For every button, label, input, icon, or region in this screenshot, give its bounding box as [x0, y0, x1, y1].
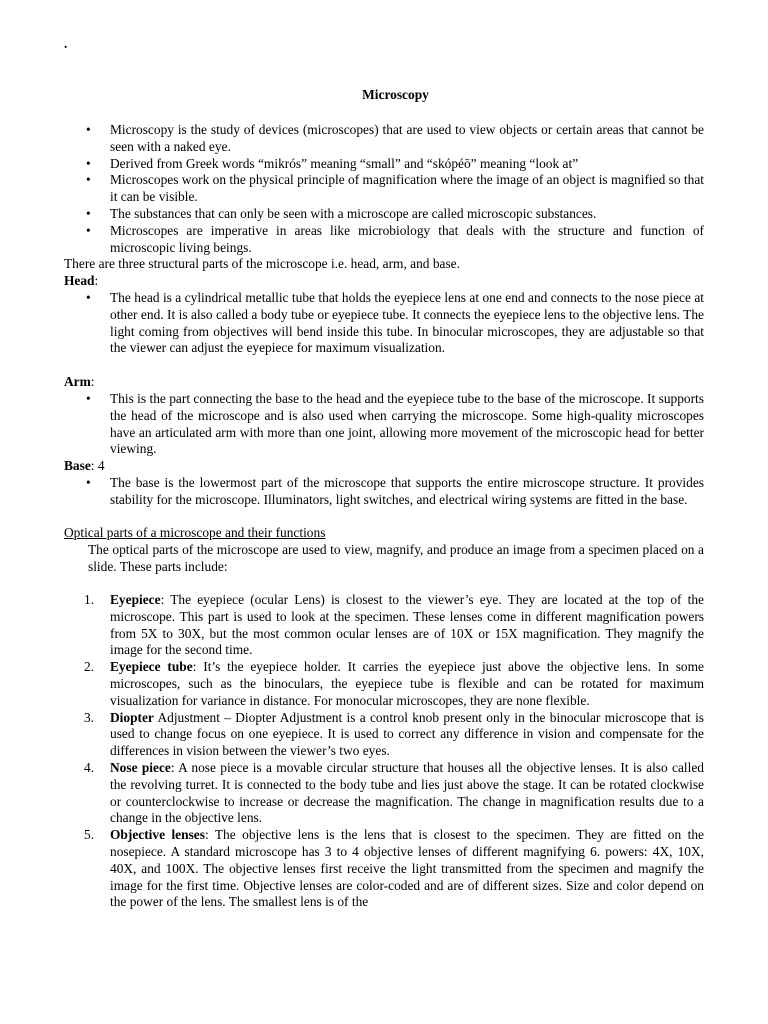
- list-item: 2. Eyepiece tube: It’s the eyepiece holder. It carries the eyepiece just above the objective lens. In some microscopes, such as the binoculars, the eyepiece tube is flexible and can be rotated for maximum visualization for variance in distance. For monocular microscopes, they are none flexible.: [84, 659, 704, 708]
- list-item: 5. Objective lenses: The objective lens is the lens that is closest to the specimen. They are fitted on the nosepiece. A standard microscope has 3 to 4 objective lenses of different magnifying 6. powers: 4X, 10X, 40X, and 100X. The objective lenses first receive the light transmitted from the specimen and magnify the image for the first time. Objective lenses are color-coded and are of different sizes. Size and color depend on the power of the lens. The smallest lens is of the: [84, 827, 704, 910]
- bullet-icon: •: [86, 222, 91, 238]
- optical-heading: Optical parts of a microscope and their functions: [64, 525, 326, 540]
- head-heading: Head:: [64, 273, 99, 288]
- list-item: 4. Nose piece: A nose piece is a movable circular structure that houses all the objective lenses. It is also called the revolving turret. It is connected to the body tube and lies just above the stage. It can be rotated clockwise or counterclockwise to increase or decrease the magnification. The change in magnification results due to a change in the objective lens.: [84, 759, 704, 826]
- bullet-icon: •: [86, 205, 91, 221]
- intro-bullet-list: [64, 122, 704, 256]
- page-marker: .: [64, 36, 68, 51]
- bullet-icon: •: [86, 172, 91, 188]
- list-item: 1. Eyepiece: The eyepiece (ocular Lens) is closest to the viewer’s eye. They are located at the top of the microscope. This part is used to look at the specimen. These lenses come in different magnification powers from 5X to 30X, but the most common ocular lenses are of 10X or 15X magnification. They magnify the image for the second time.: [84, 592, 704, 658]
- list-item: 3. Diopter Adjustment – Diopter Adjustment is a control knob present only in the binocular microscope that is used to change focus on one eyepiece. It is used to correct any difference in vision and compensate for the differences in vision between the viewer’s two eyes.: [84, 709, 704, 759]
- bullet-icon: •: [86, 122, 91, 137]
- optical-parts-list: [64, 592, 704, 911]
- bullet-icon: •: [86, 475, 91, 490]
- structural-intro: There are three structural parts of the microscope i.e. head, arm, and base.: [64, 256, 460, 271]
- head-bullet-list: [64, 290, 704, 357]
- arm-heading: Arm:: [64, 374, 95, 389]
- list-item: • Microscopes are imperative in areas like microbiology that deals with the structure and function of microscopic living beings.: [86, 222, 704, 255]
- bullet-icon: •: [86, 290, 91, 305]
- optical-intro: The optical parts of the microscope are used to view, magnify, and produce an image from a specimen placed on a slide. These parts include:: [88, 542, 704, 574]
- list-item: • Microscopes work on the physical principle of magnification where the image of an object is magnified so that it can be visible.: [86, 172, 704, 205]
- base-bullet-list: [64, 475, 704, 509]
- list-item: • The substances that can only be seen with a microscope are called microscopic substances.: [86, 205, 597, 221]
- list-item: • Derived from Greek words “mikrós” meaning “small” and “skópéō” meaning “look at”: [86, 155, 579, 171]
- list-item: • The base is the lowermost part of the microscope that supports the entire microscope structure. It provides stability for the microscope. Illuminators, light switches, and electrical wiring systems are fitted in the base.: [86, 475, 704, 507]
- document-title: Microscopy: [362, 87, 429, 102]
- arm-bullet-list: [64, 391, 704, 458]
- base-heading: Base: 4: [64, 458, 105, 473]
- bullet-icon: •: [86, 155, 91, 171]
- list-item: • Microscopy is the study of devices (microscopes) that are used to view objects or certain areas that cannot be seen with a naked eye.: [86, 122, 704, 154]
- list-item: • This is the part connecting the base to the head and the eyepiece tube to the base of the microscope. It supports the head of the microscope and is also used when carrying the microscope. Some high-quality microscopes have an articulated arm with more than one joint, allowing more movement of the microscopic head for better viewing.: [86, 391, 704, 457]
- bullet-icon: •: [86, 391, 91, 406]
- list-item: • The head is a cylindrical metallic tube that holds the eyepiece lens at one end and connects to the nose piece at other end. It is also called a body tube or eyepiece tube. It connects the eyepiece lens to the objective lens. The light coming from objectives will bend inside this tube. In binocular microscopes, they are adjustable so that the viewer can adjust the eyepiece for maximum visualization.: [86, 290, 704, 356]
